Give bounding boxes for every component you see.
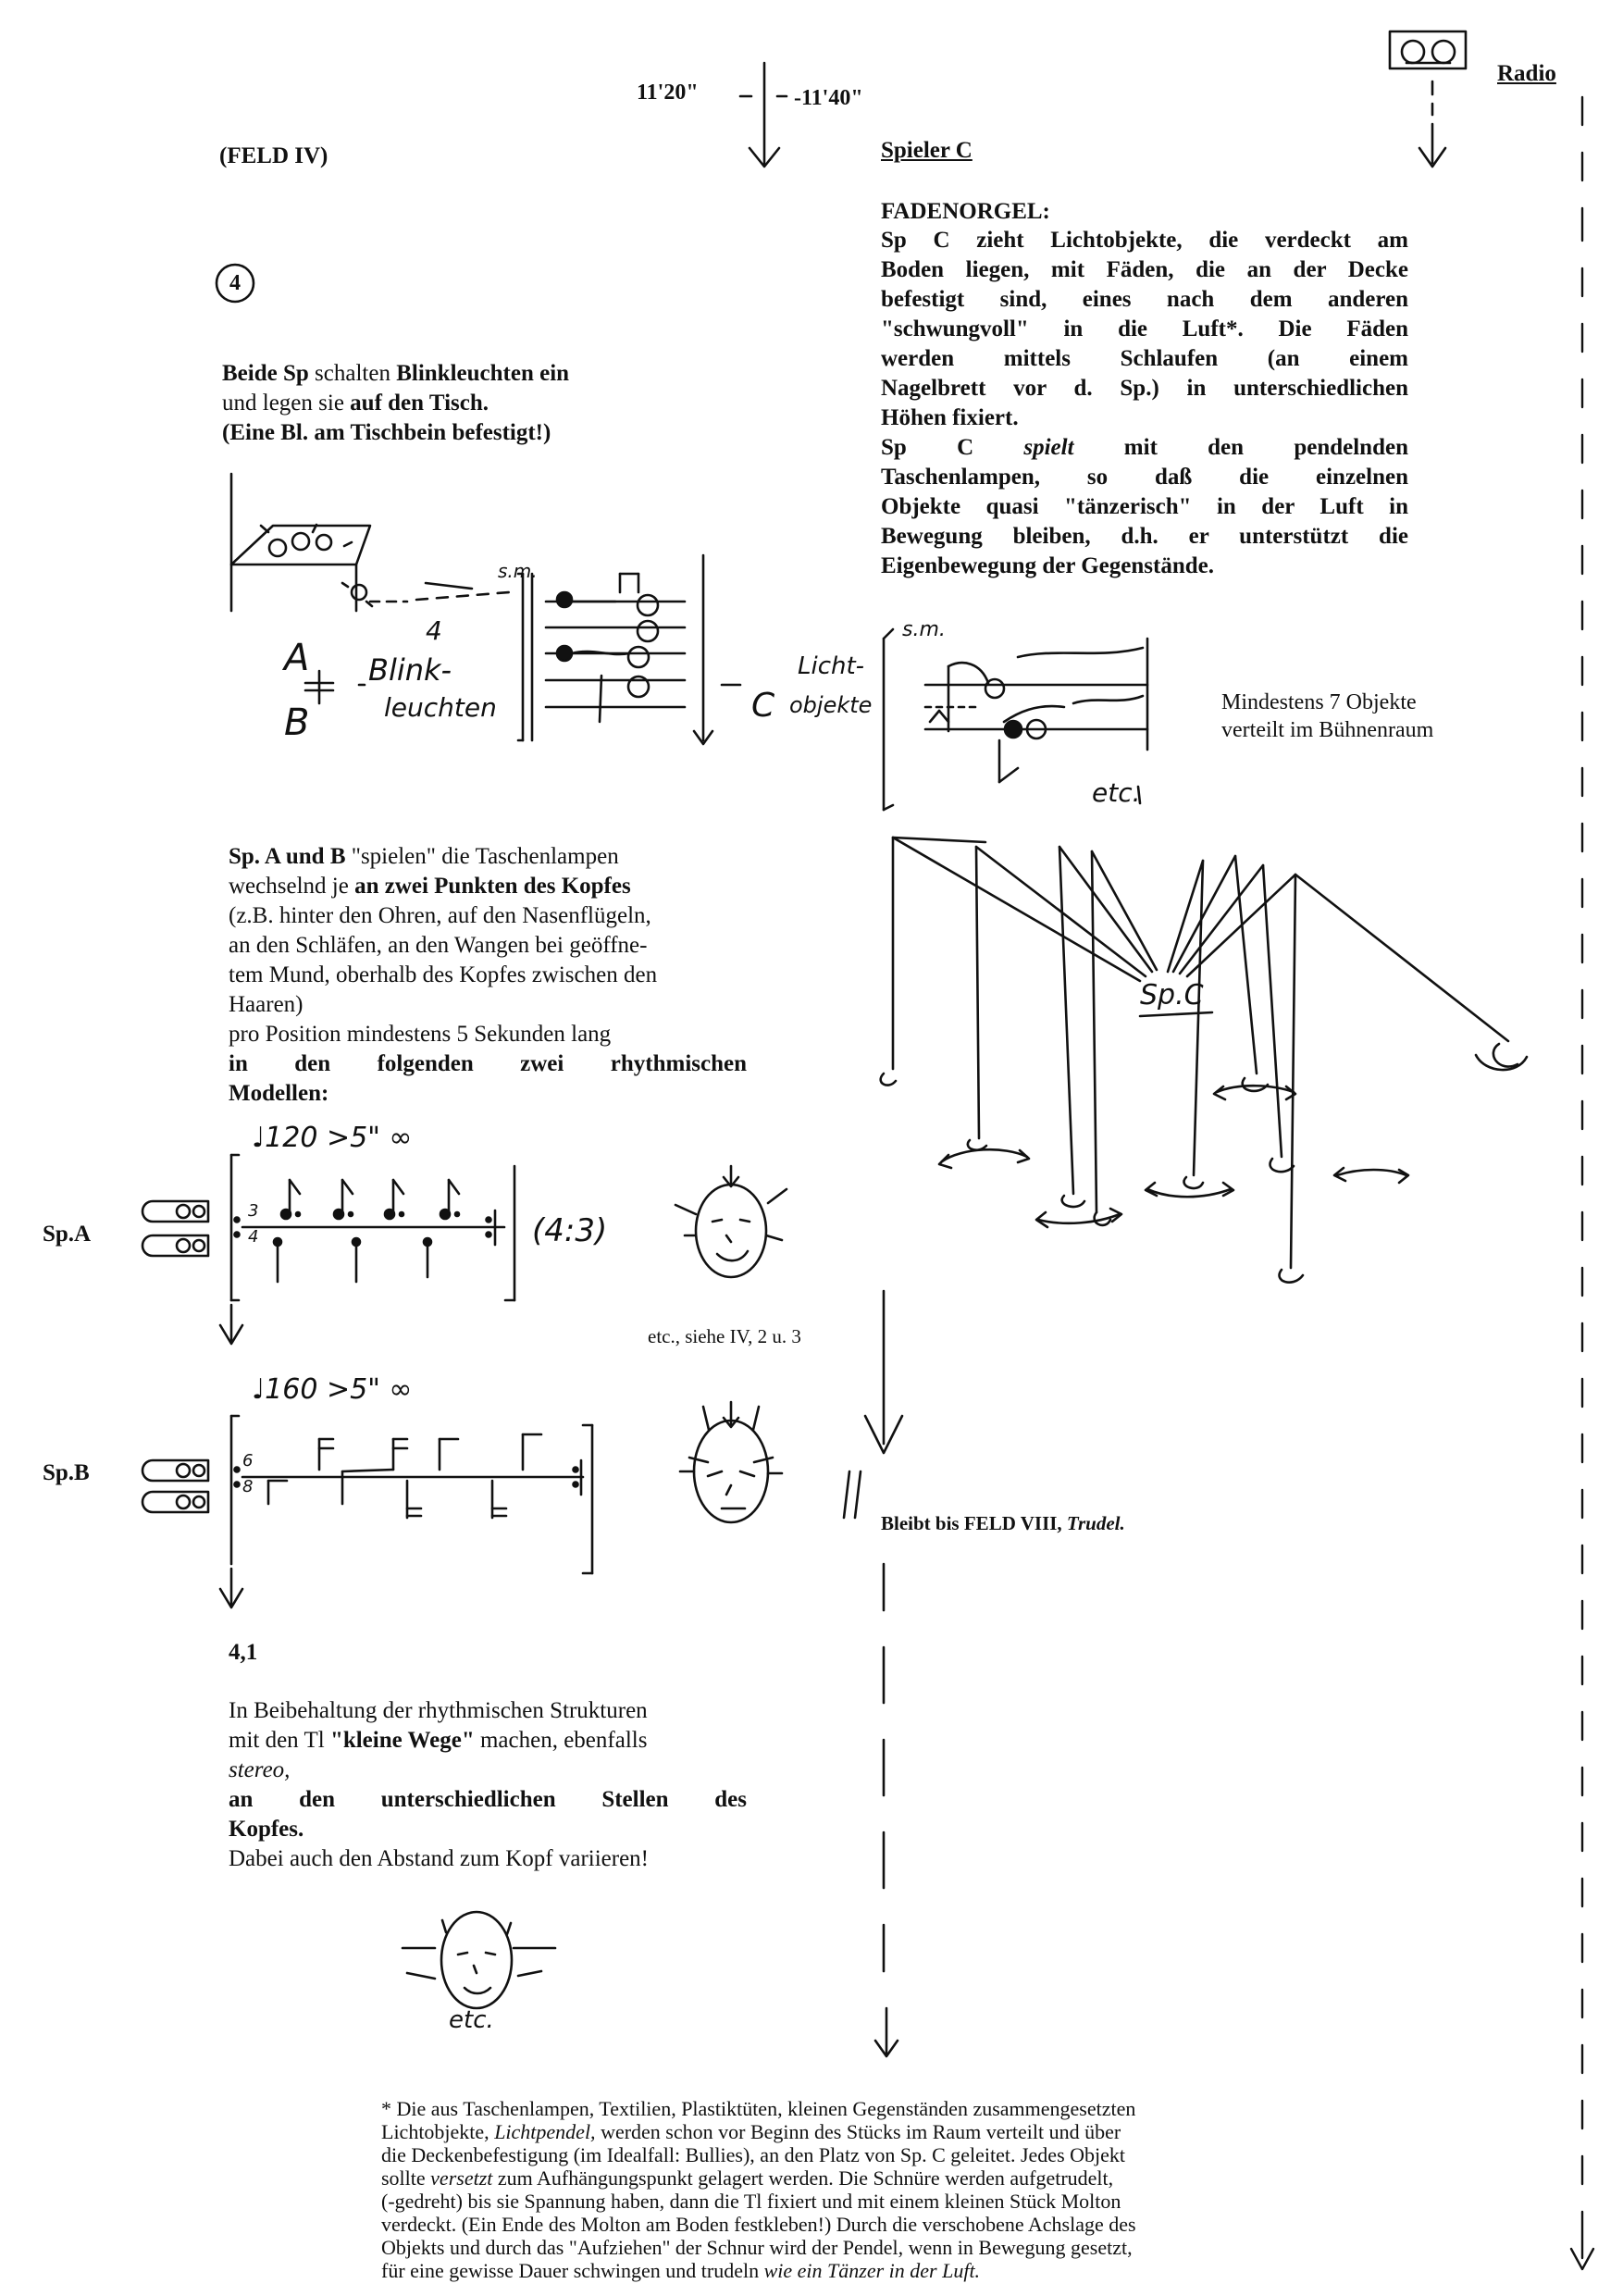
text-run: und legen sie — [222, 391, 351, 416]
subsection-number: 4,1 — [229, 1640, 258, 1665]
meter-b-bottom: 8 — [242, 1477, 254, 1496]
text-line — [381, 2259, 1293, 2282]
text-run: zum Aufhängungspunkt gelagert werden. Die Schnüre werden aufgetrudelt, — [492, 2166, 1114, 2190]
meter-b-top: 6 — [242, 1451, 254, 1471]
sketch-etc: etc. — [1092, 777, 1141, 808]
sketch-label-a: A — [284, 637, 310, 679]
section-number: 4 — [229, 271, 241, 295]
text-run: schalten — [308, 361, 397, 386]
intro-instruction — [222, 359, 777, 448]
text-line — [229, 1696, 747, 1726]
text-run: Bewegung bleiben, d.h. er unterstützt die — [881, 524, 1408, 549]
licht-label-1: Licht- — [798, 652, 865, 680]
head-sketch-b — [680, 1402, 782, 1522]
text-run: Blinkleuchten ein — [396, 361, 570, 386]
objects-note-line-1: Mindestens 7 Objekte — [1221, 690, 1417, 714]
text-line — [229, 1079, 747, 1109]
text-run: werden schon vor Beginn des Stücks im Raum verteilt und über — [595, 2120, 1121, 2143]
text-run: stereo, — [229, 1757, 291, 1782]
flashlight-icon-sp-b — [142, 1460, 208, 1512]
sp-c-label: Sp.C — [1140, 979, 1204, 1011]
text-run: Modellen: — [229, 1081, 329, 1106]
blink-count: 4 — [426, 615, 442, 646]
sp-c-continuation-arrow — [844, 1291, 902, 2056]
text-run: mit den pendelnden — [1073, 435, 1408, 460]
tempo-a: ♩120 >5" ∞ — [252, 1122, 413, 1154]
text-line: "schwungvoll" in die Luft*. Die Fäden — [881, 316, 1408, 341]
text-line: werden mittels Schlaufen (an einem — [881, 346, 1408, 371]
table-sketch — [231, 474, 509, 611]
rhythm-model-a — [220, 1155, 514, 1344]
text-run: sollte — [381, 2166, 431, 2190]
text-line — [881, 552, 1408, 581]
objects-note — [1221, 689, 1433, 744]
text-line — [229, 872, 747, 901]
text-run: pro Position mindestens 5 Sekunden lang — [229, 1022, 612, 1047]
text-line — [222, 389, 777, 418]
text-line — [881, 433, 1408, 463]
time-end: -11'40" — [794, 86, 863, 110]
text-run: Beide Sp — [222, 361, 309, 386]
text-line — [229, 842, 747, 872]
text-line — [381, 2236, 1293, 2259]
remain-note — [881, 1508, 1125, 1538]
text-run: verdeckt. (Ein Ende des Molton am Boden festkleben!) Durch die verschobene Achslage des — [381, 2213, 1136, 2236]
text-run: (Eine Bl. am Tischbein befestigt!) — [222, 420, 551, 445]
text-run: "kleine Wege" — [329, 1728, 475, 1753]
ratio-label: (4:3) — [532, 1212, 608, 1249]
text-run: Objekte quasi "tänzerisch" in der Luft in — [881, 494, 1408, 519]
text-run: Objekts und durch das "Aufziehen" der Schnur wird der Pendel, wenn in Bewegung gesetzt, — [381, 2236, 1133, 2259]
text-line — [222, 359, 777, 389]
text-run: in den folgenden zwei rhythmischen — [229, 1051, 747, 1076]
text-line — [229, 901, 747, 931]
text-run: an zwei Punkten des Kopfes — [354, 874, 631, 899]
text-run: versetzt — [430, 2166, 493, 2190]
text-run: die Deckenbefestigung (im Idealfall: Bullies), an den Platz von Sp. C geleitet. Jedes Objekt — [381, 2143, 1126, 2166]
text-line — [381, 2190, 1293, 2213]
sketch-label-b: B — [284, 701, 310, 744]
text-run: In Beibehaltung der rhythmischen Strukturen — [229, 1698, 648, 1723]
text-line — [229, 1785, 747, 1815]
text-line: Boden liegen, mit Fäden, die an der Decke — [881, 257, 1408, 282]
head-etc: etc. — [449, 2006, 494, 2034]
text-run: Lichtpendel, — [494, 2120, 596, 2143]
text-run: Kopfes. — [229, 1817, 304, 1842]
objects-note-line-2: verteilt im Bühnenraum — [1221, 718, 1434, 742]
text-run: (-gedreht) bis sie Spannung haben, dann die Tl fixiert und mit einem kleinen Stück Molton — [381, 2190, 1121, 2213]
licht-label-2: objekte — [789, 692, 873, 718]
etc-reference: etc., siehe IV, 2 u. 3 — [648, 1325, 801, 1347]
text-line — [229, 990, 747, 1020]
text-line — [381, 2213, 1293, 2236]
sp-a-label: Sp.A — [43, 1222, 92, 1247]
text-line: Sp C zieht Lichtobjekte, die verdeckt am — [881, 228, 1408, 253]
text-run: spielt — [1023, 435, 1074, 460]
text-run: an den Schläfen, an den Wangen bei geöffne- — [229, 933, 648, 958]
text-run: an den unterschiedlichen Stellen des — [229, 1787, 747, 1812]
text-run: für eine gewisse Dauer schwingen und trudeln — [381, 2259, 764, 2282]
tempo-b: ♩160 >5" ∞ — [252, 1373, 413, 1406]
text-line — [881, 522, 1408, 552]
text-line — [381, 2097, 1293, 2120]
subsection-instruction — [229, 1696, 747, 1874]
blink-label-2: leuchten — [384, 692, 497, 723]
text-line: befestigt sind, eines nach dem anderen — [881, 287, 1408, 312]
text-run: Taschenlampen, so daß die einzelnen — [881, 465, 1408, 490]
meter-a-bottom: 4 — [248, 1227, 259, 1247]
radio-continuation-line — [1571, 97, 1593, 2269]
text-line — [881, 463, 1408, 492]
text-line — [222, 418, 777, 448]
text-run: Sp. A und B — [229, 844, 346, 869]
text-line — [229, 1844, 747, 1874]
time-marker-arrow — [740, 63, 787, 167]
text-run: "spielen" die Taschenlampen — [345, 844, 619, 869]
blink-label-1: Blink- — [368, 652, 452, 688]
text-run: machen, ebenfalls — [474, 1728, 648, 1753]
text-line — [881, 492, 1408, 522]
player-heading: Spieler C — [881, 138, 973, 163]
sp-b-label: Sp.B — [43, 1460, 90, 1485]
text-line — [229, 1049, 747, 1079]
text-run: tem Mund, oberhalb des Kopfes zwischen den — [229, 962, 658, 987]
text-line — [381, 2120, 1293, 2143]
remain-note-italic: Trudel. — [1066, 1512, 1125, 1534]
time-start: 11'20" — [637, 81, 699, 105]
text-run: Lichtobjekte, — [381, 2120, 495, 2143]
text-run: (z.B. hinter den Ohren, auf den Nasenflügeln, — [229, 903, 651, 928]
text-line — [229, 931, 747, 961]
text-run: wie ein Tänzer in der Luft. — [763, 2259, 981, 2282]
text-run: Eigenbewegung der Gegenstände. — [881, 553, 1214, 578]
text-run: mit den Tl — [229, 1728, 330, 1753]
fadenorgel-description — [881, 226, 1408, 433]
text-run: Sp C — [881, 435, 1024, 460]
meter-a-top: 3 — [248, 1201, 259, 1221]
fadenorgel-title: FADENORGEL: — [881, 199, 1050, 224]
text-run: wechselnd je — [229, 874, 355, 899]
text-line: Höhen fixiert. — [881, 405, 1019, 430]
text-line — [229, 1815, 747, 1844]
blink-score-box — [518, 555, 740, 744]
text-line — [229, 961, 747, 990]
remain-note-text: Bleibt bis FELD VIII, — [881, 1512, 1067, 1534]
sm-label-2: s.m. — [902, 618, 946, 641]
text-line — [229, 1020, 747, 1049]
players-ab-marker — [305, 671, 365, 703]
radio-icon — [1390, 31, 1466, 167]
sm-label-1: s.m. — [498, 560, 538, 582]
fadenorgel-sketch — [881, 838, 1527, 1283]
text-line — [229, 1726, 747, 1756]
sp-ab-instruction — [229, 842, 747, 1109]
sketch-label-c: C — [751, 687, 775, 725]
text-run: auf den Tisch. — [350, 391, 489, 416]
rhythm-model-b — [220, 1416, 592, 1607]
text-line — [229, 1756, 747, 1785]
text-line — [381, 2143, 1293, 2166]
head-sketch-a — [675, 1166, 787, 1277]
head-sketch-c — [403, 1912, 555, 2008]
flashlight-icon-sp-a — [142, 1201, 208, 1256]
text-run: Dabei auch den Abstand zum Kopf variieren! — [229, 1846, 650, 1871]
feld-label: (FELD IV) — [219, 143, 328, 168]
fadenorgel-play-instruction — [881, 433, 1408, 581]
text-run: Haaren) — [229, 992, 304, 1017]
text-line — [381, 2166, 1293, 2190]
radio-label: Radio — [1497, 61, 1556, 86]
footnote — [381, 2097, 1293, 2282]
text-run: * Die aus Taschenlampen, Textilien, Plastiktüten, kleinen Gegenständen zusammengesetzten — [381, 2097, 1136, 2120]
text-line: Nagelbrett vor d. Sp.) in unterschiedlichen — [881, 376, 1408, 401]
